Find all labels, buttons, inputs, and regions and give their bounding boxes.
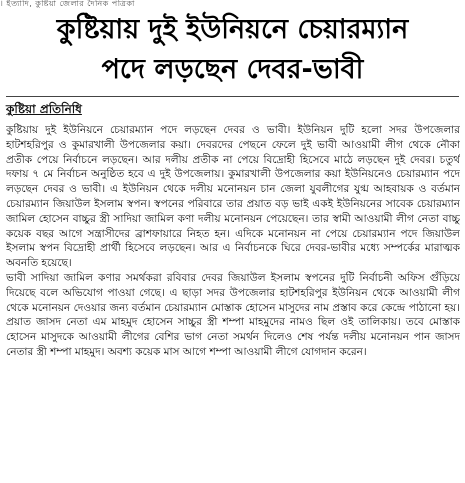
headline xyxy=(0,10,465,90)
article-paragraph-2: ভাবী সাদিয়া জামিল কণার সমর্থকরা রবিবার দেবর জিয়াউল ইসলাম স্বপনের দুটি নির্বাচনী অফিস গুঁড়িয়ে দিয়েছে বলে অভিযোগ পাওয়া গেছে। এ ছাড়া সদর উপজেলার হাটশহরিপুর ইউনিয়ন থেকে আওয়ামী লীগ থেকে মনোনয়ন দেওয়ার জন্য বর্তমান চেয়ারম্যান মোস্তাক হোসেন মাসুদের নাম প্রস্তাব করে কেন্দ্রে পাঠানো হয়। প্রয়াত জাসদ নেতা এম মাহমুদ হোসেন সাচ্চুর স্ত্রী শম্পা মাহমুদের নামও ছিল ওই তালিকায়। তবে মোস্তাক হোসেন মাসুদকে আওয়ামী লীগের বেশির ভাগ নেতা সমর্থন দিলেও শেষ পর্যন্ত দলীয় মনোনয়ন পান জাসদ নেতার স্ত্রী শম্পা মাহমুদ। অবশ্য কয়েক মাস আগে শম্পা আওয়ামী লীগে যোগদান করেন। xyxy=(6,271,460,358)
article-body xyxy=(6,123,460,479)
headline-line-2: পদে লড়ছেন দেবর-ভাবী xyxy=(101,54,364,85)
headline-line-1: কুষ্টিয়ায় দুই ইউনিয়নে চেয়ারম্যান xyxy=(56,14,409,45)
byline: কুষ্টিয়া প্রতিনিধি xyxy=(6,102,82,116)
masthead-strip: । ইত্যাদি, কুষ্টিয়া জেলার দৈনিক পত্রিকা xyxy=(0,0,135,8)
headline-divider xyxy=(6,96,459,97)
article-paragraph-1: কুষ্টিয়ায় দুই ইউনিয়নে চেয়ারম্যান পদে লড়ছেন দেবর ও ভাবী। ইউনিয়ন দুটি হলো সদর উপজেলার হাটশহরিপুর ও কুমারখালী উপজেলার কয়া। দেবরদের পেছনে ফেলে দুই ভাবী আওয়ামী লীগ থেকে নৌকা প্রতীক পেয়ে নির্বাচনে লড়ছেন। আর দলীয় প্রতীক না পেয়ে বিদ্রোহী হিসেবে মাঠে লড়ছেন দুই দেবর। চতুর্থ দফায় ৭ মে নির্বাচন অনুষ্ঠিত হবে এ দুই উপজেলায়। কুমারখালী উপজেলার কয়া ইউনিয়নেও চেয়ারম্যান পদে লড়ছেন দেবর ও ভাবী। এ ইউনিয়ন থেকে দলীয় মনোনয়ন চান জেলা যুবলীগের যুগ্ম আহবায়ক ও বর্তমান চেয়ারম্যান জিয়াউল ইসলাম স্বপন। স্বপনের পরিবারে তার প্রয়াত বড় ভাই একই ইউনিয়নের সাবেক চেয়ারম্যান জামিল হোসেন বাচ্চুর স্ত্রী সাদিয়া জামিল কণা দলীয় মনোনয়ন পেয়েছেন। তার স্বামী আওয়ামী লীগ নেতা বাচ্চু কয়েক বছর আগে সন্ত্রাসীদের ব্রাশফায়ারে নিহত হন। এদিকে মনোনয়ন না পেয়ে চেয়ারম্যান পদে জিয়াউল ইসলাম স্বপন বিদ্রোহী প্রার্থী হিসেবে লড়ছেন। আর এ নির্বাচনকে ঘিরে দেবর-ভাবীর মধ্যে সম্পর্কের মারাত্মক অবনতি হয়েছে। xyxy=(6,124,460,270)
